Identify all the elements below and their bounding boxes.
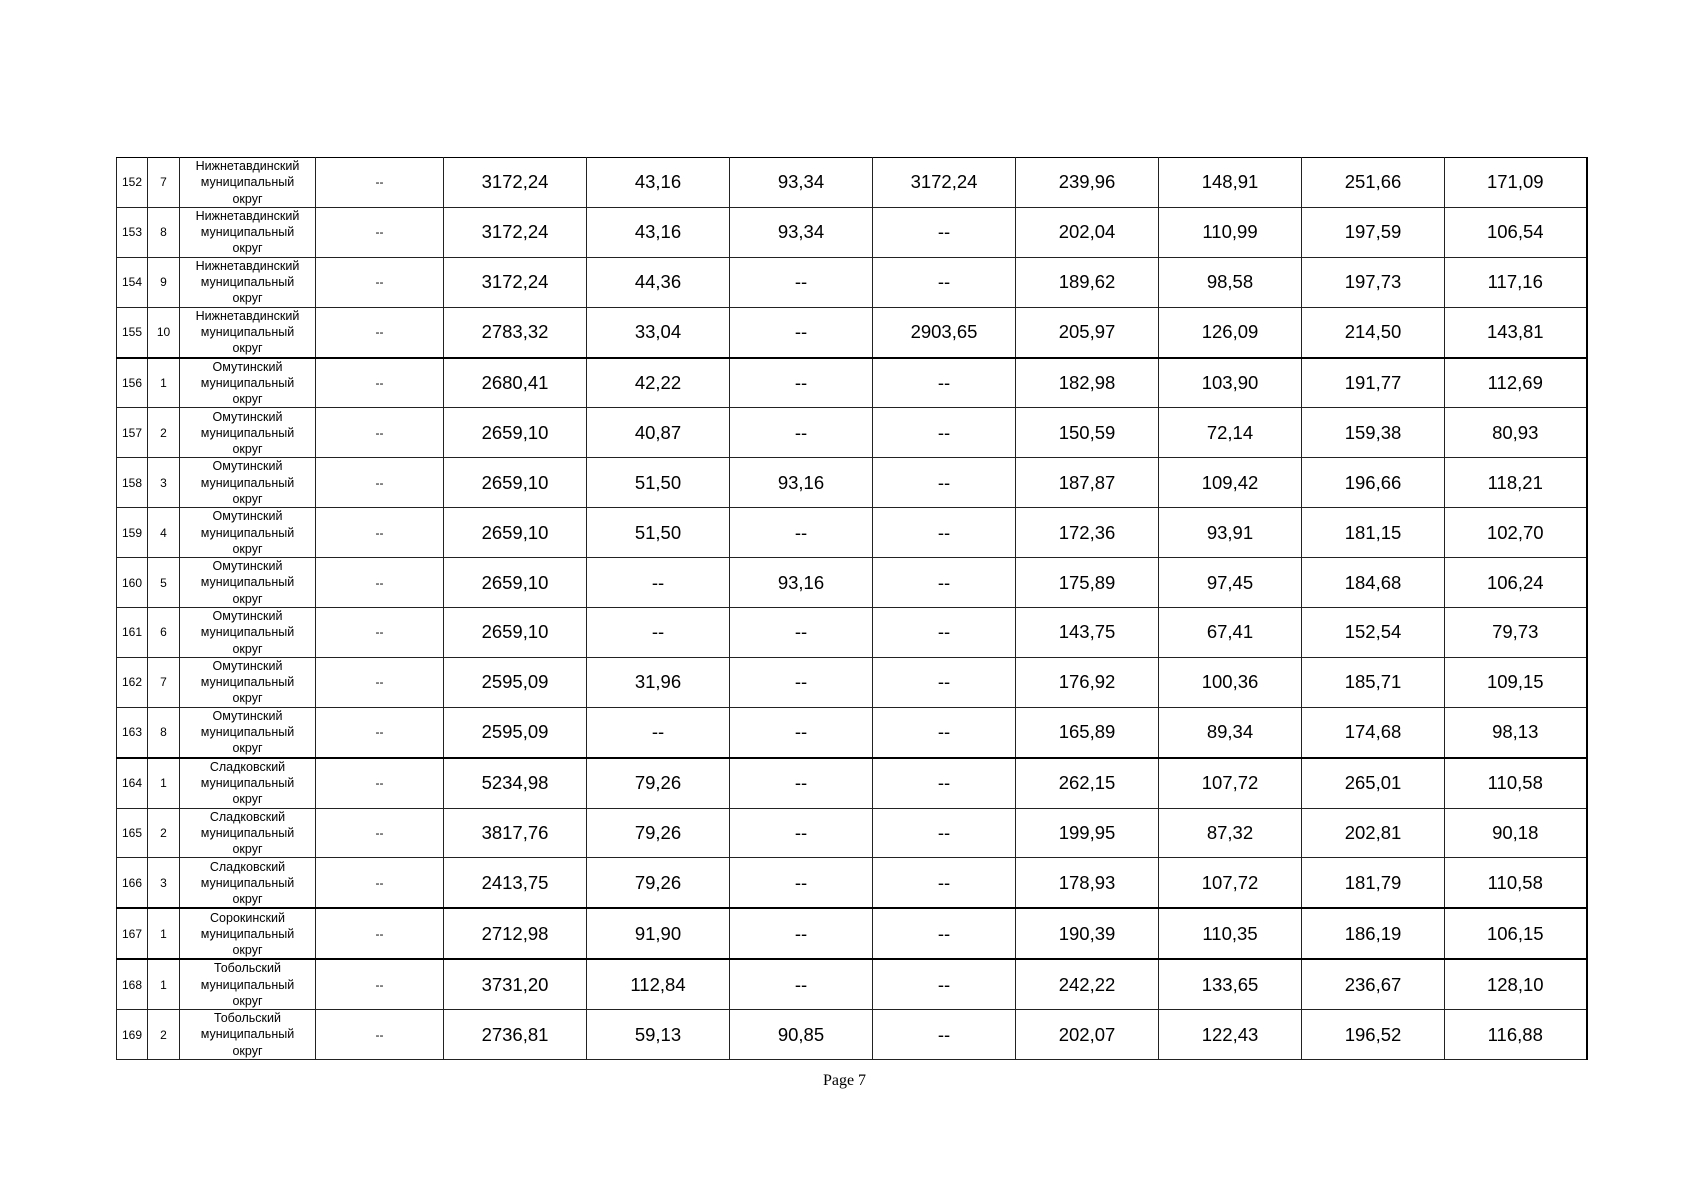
row-number-cell: 166	[117, 858, 148, 908]
value-cell: 51,50	[587, 458, 730, 508]
district-name-cell: Омутинский муниципальный округ	[180, 508, 316, 558]
value-cell: 165,89	[1016, 707, 1159, 757]
table-row	[117, 307, 1587, 357]
row-number-cell: 155	[117, 307, 148, 357]
value-cell: 2783,32	[444, 307, 587, 357]
value-cell: --	[730, 858, 873, 908]
value-cell: --	[730, 608, 873, 658]
value-cell: 80,93	[1445, 408, 1587, 458]
value-cell: 2595,09	[444, 657, 587, 707]
value-cell: 93,34	[730, 158, 873, 208]
value-cell: 67,41	[1159, 608, 1302, 658]
district-name-cell: Нижнетавдинский муниципальный округ	[180, 257, 316, 307]
row-number-cell: 158	[117, 458, 148, 508]
value-cell: 87,32	[1159, 808, 1302, 858]
value-cell: 197,59	[1302, 207, 1445, 257]
value-cell: --	[873, 707, 1016, 757]
value-cell: --	[873, 408, 1016, 458]
value-cell: 93,34	[730, 207, 873, 257]
value-cell: 98,13	[1445, 707, 1587, 757]
row-number-cell: 162	[117, 657, 148, 707]
value-cell: 265,01	[1302, 758, 1445, 808]
value-cell: --	[873, 257, 1016, 307]
district-name-cell: Сорокинский муниципальный округ	[180, 908, 316, 959]
value-cell: 128,10	[1445, 959, 1587, 1009]
table-body	[117, 158, 1587, 1060]
value-cell: 72,14	[1159, 408, 1302, 458]
sub-number-cell: 10	[148, 307, 180, 357]
value-cell: 112,69	[1445, 358, 1587, 408]
value-cell: 59,13	[587, 1010, 730, 1060]
value-cell: 175,89	[1016, 558, 1159, 608]
value-cell: 2659,10	[444, 458, 587, 508]
value-cell: 181,79	[1302, 858, 1445, 908]
value-cell: 152,54	[1302, 608, 1445, 658]
value-cell: --	[873, 458, 1016, 508]
sub-number-cell: 1	[148, 758, 180, 808]
value-cell: 191,77	[1302, 358, 1445, 408]
row-number-cell: 157	[117, 408, 148, 458]
row-number-cell: 153	[117, 207, 148, 257]
value-cell: --	[316, 307, 444, 357]
table-row	[117, 608, 1587, 658]
table-row	[117, 808, 1587, 858]
value-cell: --	[316, 707, 444, 757]
value-cell: 103,90	[1159, 358, 1302, 408]
sub-number-cell: 3	[148, 458, 180, 508]
value-cell: --	[587, 558, 730, 608]
value-cell: 2659,10	[444, 408, 587, 458]
value-cell: --	[316, 158, 444, 208]
value-cell: --	[587, 608, 730, 658]
sub-number-cell: 9	[148, 257, 180, 307]
value-cell: 202,07	[1016, 1010, 1159, 1060]
value-cell: --	[316, 508, 444, 558]
value-cell: --	[316, 1010, 444, 1060]
value-cell: 205,97	[1016, 307, 1159, 357]
sub-number-cell: 1	[148, 959, 180, 1009]
sub-number-cell: 7	[148, 158, 180, 208]
value-cell: 106,54	[1445, 207, 1587, 257]
value-cell: 3172,24	[444, 158, 587, 208]
value-cell: 126,09	[1159, 307, 1302, 357]
value-cell: 172,36	[1016, 508, 1159, 558]
sub-number-cell: 1	[148, 358, 180, 408]
district-name-cell: Омутинский муниципальный округ	[180, 558, 316, 608]
district-name-cell: Нижнетавдинский муниципальный округ	[180, 158, 316, 208]
table-row	[117, 257, 1587, 307]
value-cell: --	[316, 408, 444, 458]
value-cell: 118,21	[1445, 458, 1587, 508]
sub-number-cell: 5	[148, 558, 180, 608]
value-cell: 196,52	[1302, 1010, 1445, 1060]
value-cell: --	[316, 458, 444, 508]
value-cell: --	[316, 207, 444, 257]
value-cell: 122,43	[1159, 1010, 1302, 1060]
value-cell: --	[316, 558, 444, 608]
value-cell: 3172,24	[444, 207, 587, 257]
district-name-cell: Омутинский муниципальный округ	[180, 408, 316, 458]
value-cell: 133,65	[1159, 959, 1302, 1009]
value-cell: --	[730, 707, 873, 757]
table-row	[117, 158, 1587, 208]
table-row	[117, 408, 1587, 458]
row-number-cell: 169	[117, 1010, 148, 1060]
value-cell: 93,91	[1159, 508, 1302, 558]
value-cell: 3731,20	[444, 959, 587, 1009]
value-cell: 3817,76	[444, 808, 587, 858]
value-cell: 242,22	[1016, 959, 1159, 1009]
value-cell: 2903,65	[873, 307, 1016, 357]
value-cell: 182,98	[1016, 358, 1159, 408]
sub-number-cell: 8	[148, 207, 180, 257]
row-number-cell: 164	[117, 758, 148, 808]
value-cell: 239,96	[1016, 158, 1159, 208]
value-cell: 2712,98	[444, 908, 587, 959]
tariff-table	[116, 157, 1588, 1060]
value-cell: 109,42	[1159, 458, 1302, 508]
value-cell: 143,75	[1016, 608, 1159, 658]
value-cell: 31,96	[587, 657, 730, 707]
table-row	[117, 707, 1587, 757]
district-name-cell: Омутинский муниципальный округ	[180, 608, 316, 658]
table-row	[117, 858, 1587, 908]
value-cell: 236,67	[1302, 959, 1445, 1009]
value-cell: --	[316, 608, 444, 658]
value-cell: 110,99	[1159, 207, 1302, 257]
table-row	[117, 1010, 1587, 1060]
value-cell: 98,58	[1159, 257, 1302, 307]
value-cell: 159,38	[1302, 408, 1445, 458]
value-cell: --	[730, 358, 873, 408]
value-cell: 93,16	[730, 558, 873, 608]
value-cell: 187,87	[1016, 458, 1159, 508]
value-cell: --	[730, 808, 873, 858]
value-cell: 262,15	[1016, 758, 1159, 808]
value-cell: 106,15	[1445, 908, 1587, 959]
value-cell: --	[730, 959, 873, 1009]
value-cell: 43,16	[587, 207, 730, 257]
value-cell: 5234,98	[444, 758, 587, 808]
value-cell: --	[730, 508, 873, 558]
value-cell: 90,85	[730, 1010, 873, 1060]
value-cell: --	[873, 508, 1016, 558]
value-cell: --	[730, 257, 873, 307]
value-cell: --	[730, 307, 873, 357]
row-number-cell: 160	[117, 558, 148, 608]
value-cell: 2659,10	[444, 508, 587, 558]
value-cell: --	[730, 657, 873, 707]
page-number: Page 7	[822, 1072, 867, 1089]
value-cell: --	[873, 908, 1016, 959]
value-cell: --	[316, 758, 444, 808]
value-cell: 109,15	[1445, 657, 1587, 707]
row-number-cell: 168	[117, 959, 148, 1009]
value-cell: --	[873, 358, 1016, 408]
value-cell: 44,36	[587, 257, 730, 307]
sub-number-cell: 2	[148, 408, 180, 458]
value-cell: 116,88	[1445, 1010, 1587, 1060]
value-cell: 90,18	[1445, 808, 1587, 858]
value-cell: 3172,24	[873, 158, 1016, 208]
district-name-cell: Сладковский муниципальный округ	[180, 758, 316, 808]
value-cell: 110,58	[1445, 758, 1587, 808]
value-cell: --	[316, 908, 444, 959]
value-cell: 100,36	[1159, 657, 1302, 707]
table-row	[117, 959, 1587, 1009]
value-cell: --	[316, 657, 444, 707]
value-cell: 40,87	[587, 408, 730, 458]
value-cell: --	[873, 858, 1016, 908]
value-cell: 143,81	[1445, 307, 1587, 357]
value-cell: 148,91	[1159, 158, 1302, 208]
value-cell: --	[730, 408, 873, 458]
value-cell: 202,81	[1302, 808, 1445, 858]
value-cell: 2659,10	[444, 558, 587, 608]
value-cell: 43,16	[587, 158, 730, 208]
district-name-cell: Омутинский муниципальный округ	[180, 707, 316, 757]
value-cell: --	[873, 1010, 1016, 1060]
value-cell: 102,70	[1445, 508, 1587, 558]
sub-number-cell: 8	[148, 707, 180, 757]
value-cell: 2680,41	[444, 358, 587, 408]
value-cell: 251,66	[1302, 158, 1445, 208]
value-cell: 189,62	[1016, 257, 1159, 307]
value-cell: 190,39	[1016, 908, 1159, 959]
value-cell: --	[873, 808, 1016, 858]
value-cell: 196,66	[1302, 458, 1445, 508]
table-row	[117, 758, 1587, 808]
district-name-cell: Сладковский муниципальный округ	[180, 808, 316, 858]
value-cell: 178,93	[1016, 858, 1159, 908]
value-cell: 2413,75	[444, 858, 587, 908]
value-cell: 91,90	[587, 908, 730, 959]
table-row	[117, 358, 1587, 408]
district-name-cell: Омутинский муниципальный округ	[180, 458, 316, 508]
value-cell: 117,16	[1445, 257, 1587, 307]
value-cell: --	[873, 558, 1016, 608]
value-cell: 174,68	[1302, 707, 1445, 757]
value-cell: --	[873, 207, 1016, 257]
row-number-cell: 163	[117, 707, 148, 757]
value-cell: 107,72	[1159, 758, 1302, 808]
value-cell: 107,72	[1159, 858, 1302, 908]
value-cell: --	[316, 358, 444, 408]
sub-number-cell: 6	[148, 608, 180, 658]
value-cell: 2595,09	[444, 707, 587, 757]
district-name-cell: Тобольский муниципальный округ	[180, 1010, 316, 1060]
row-number-cell: 154	[117, 257, 148, 307]
table-row	[117, 508, 1587, 558]
value-cell: 171,09	[1445, 158, 1587, 208]
value-cell: --	[873, 758, 1016, 808]
sub-number-cell: 7	[148, 657, 180, 707]
district-name-cell: Тобольский муниципальный округ	[180, 959, 316, 1009]
row-number-cell: 165	[117, 808, 148, 858]
row-number-cell: 152	[117, 158, 148, 208]
value-cell: 106,24	[1445, 558, 1587, 608]
sub-number-cell: 2	[148, 1010, 180, 1060]
value-cell: 79,26	[587, 758, 730, 808]
row-number-cell: 156	[117, 358, 148, 408]
value-cell: 185,71	[1302, 657, 1445, 707]
value-cell: --	[316, 808, 444, 858]
sub-number-cell: 1	[148, 908, 180, 959]
table-row	[117, 908, 1587, 959]
district-name-cell: Омутинский муниципальный округ	[180, 657, 316, 707]
value-cell: --	[730, 908, 873, 959]
value-cell: 110,35	[1159, 908, 1302, 959]
value-cell: 97,45	[1159, 558, 1302, 608]
value-cell: 33,04	[587, 307, 730, 357]
value-cell: 93,16	[730, 458, 873, 508]
table-row	[117, 657, 1587, 707]
value-cell: 184,68	[1302, 558, 1445, 608]
value-cell: 79,26	[587, 808, 730, 858]
row-number-cell: 161	[117, 608, 148, 658]
value-cell: 181,15	[1302, 508, 1445, 558]
value-cell: --	[873, 959, 1016, 1009]
table-row	[117, 207, 1587, 257]
value-cell: 176,92	[1016, 657, 1159, 707]
value-cell: 3172,24	[444, 257, 587, 307]
value-cell: --	[873, 657, 1016, 707]
value-cell: 2736,81	[444, 1010, 587, 1060]
value-cell: 89,34	[1159, 707, 1302, 757]
value-cell: --	[316, 959, 444, 1009]
value-cell: 202,04	[1016, 207, 1159, 257]
value-cell: 197,73	[1302, 257, 1445, 307]
value-cell: 51,50	[587, 508, 730, 558]
value-cell: 79,73	[1445, 608, 1587, 658]
value-cell: --	[873, 608, 1016, 658]
value-cell: --	[316, 858, 444, 908]
district-name-cell: Нижнетавдинский муниципальный округ	[180, 307, 316, 357]
sub-number-cell: 3	[148, 858, 180, 908]
sub-number-cell: 4	[148, 508, 180, 558]
value-cell: 42,22	[587, 358, 730, 408]
value-cell: 186,19	[1302, 908, 1445, 959]
district-name-cell: Сладковский муниципальный округ	[180, 858, 316, 908]
value-cell: 199,95	[1016, 808, 1159, 858]
row-number-cell: 159	[117, 508, 148, 558]
row-number-cell: 167	[117, 908, 148, 959]
table-row	[117, 458, 1587, 508]
value-cell: 79,26	[587, 858, 730, 908]
sub-number-cell: 2	[148, 808, 180, 858]
value-cell: 112,84	[587, 959, 730, 1009]
district-name-cell: Нижнетавдинский муниципальный округ	[180, 207, 316, 257]
value-cell: 214,50	[1302, 307, 1445, 357]
value-cell: 150,59	[1016, 408, 1159, 458]
value-cell: --	[587, 707, 730, 757]
value-cell: --	[730, 758, 873, 808]
table-row	[117, 558, 1587, 608]
value-cell: 110,58	[1445, 858, 1587, 908]
value-cell: --	[316, 257, 444, 307]
value-cell: 2659,10	[444, 608, 587, 658]
district-name-cell: Омутинский муниципальный округ	[180, 358, 316, 408]
